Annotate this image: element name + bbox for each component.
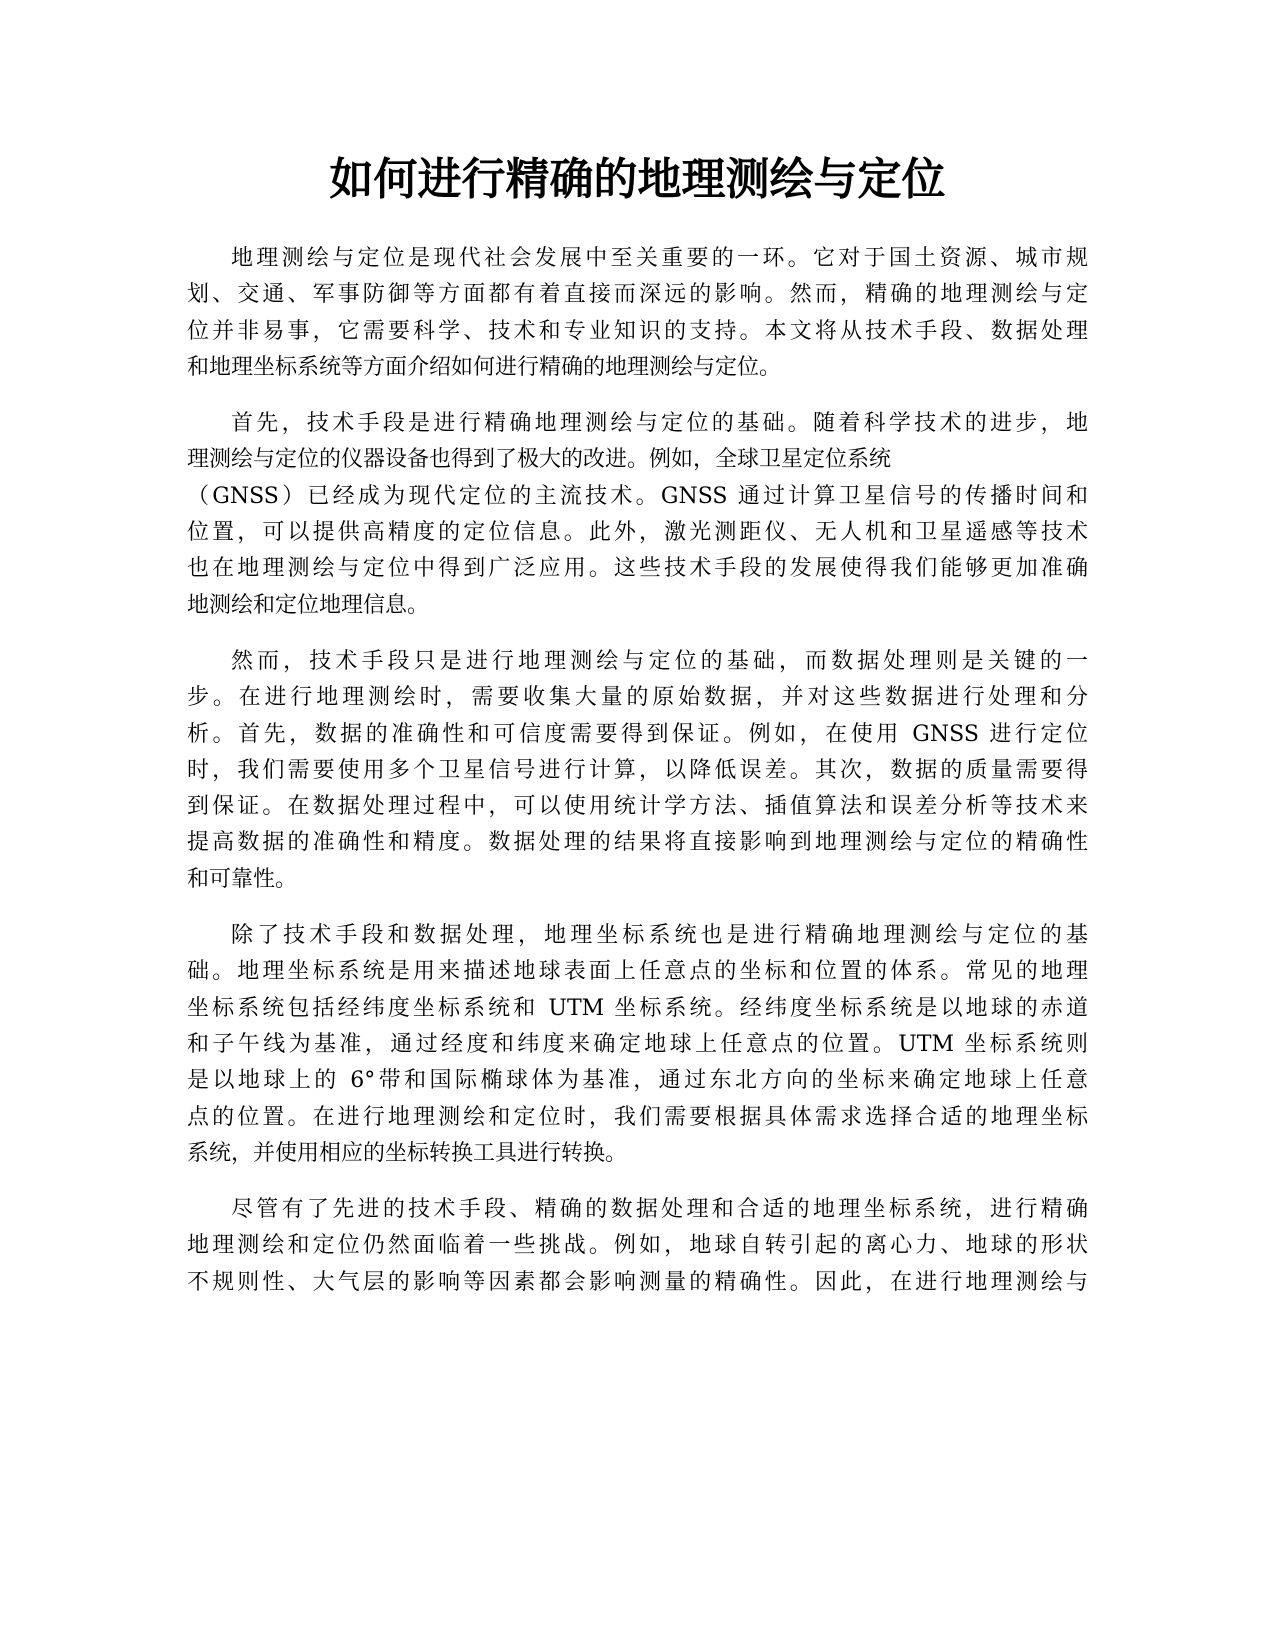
text-line: 和可靠性。	[187, 866, 298, 892]
text-line: 析。首先，数据的准确性和可信度需要得到保证。例如，在使用 GNSS 进行定位	[187, 721, 1088, 747]
text-line: 位并非易事，它需要科学、技术和专业知识的支持。本文将从技术手段、数据处理	[187, 318, 1088, 344]
text-line: 地测绘和定位地理信息。	[187, 592, 430, 618]
text-line: 不规则性、大气层的影响等因素都会影响测量的精确性。因此，在进行地理测绘与	[187, 1269, 1088, 1295]
text-line: （GNSS）已经成为现代定位的主流技术。GNSS 通过计算卫星信号的传播时间和	[187, 483, 1088, 509]
text-line: 步。在进行地理测绘时，需要收集大量的原始数据，并对这些数据进行处理和分	[187, 685, 1088, 711]
text-line: 位置，可以提供高精度的定位信息。此外，激光测距仪、无人机和卫星遥感等技术	[187, 520, 1088, 546]
paragraph-1	[187, 241, 1088, 386]
text-line: 提高数据的准确性和精度。数据处理的结果将直接影响到地理测绘与定位的精确性	[187, 830, 1088, 856]
text-line: 是以地球上的 6°带和国际椭球体为基准，通过东北方向的坐标来确定地球上任意	[187, 1068, 1088, 1094]
text-line: 除了技术手段和数据处理，地理坐标系统也是进行精确地理测绘与定位的基	[231, 923, 1088, 949]
paragraph-4	[187, 918, 1088, 1172]
paragraph-5	[187, 1192, 1088, 1301]
text-line: 划、交通、军事防御等方面都有着直接而深远的影响。然而，精确的地理测绘与定	[187, 282, 1088, 308]
document-title: 如何进行精确的地理测绘与定位	[329, 154, 946, 205]
text-line: 尽管有了先进的技术手段、精确的数据处理和合适的地理坐标系统，进行精确	[231, 1197, 1088, 1223]
paragraph-2	[187, 406, 1088, 624]
text-line: 也在地理测绘与定位中得到广泛应用。这些技术手段的发展使得我们能够更加准确	[187, 556, 1088, 582]
text-line: 地理测绘和定位仍然面临着一些挑战。例如，地球自转引起的离心力、地球的形状	[187, 1233, 1088, 1259]
text-line: 时，我们需要使用多个卫星信号进行计算，以降低误差。其次，数据的质量需要得	[187, 757, 1088, 783]
text-line: 点的位置。在进行地理测绘和定位时，我们需要根据具体需求选择合适的地理坐标	[187, 1104, 1088, 1130]
text-line: 然而，技术手段只是进行地理测绘与定位的基础，而数据处理则是关键的一	[231, 648, 1088, 674]
document-body	[187, 241, 1088, 1321]
text-line: 和地理坐标系统等方面介绍如何进行精确的地理测绘与定位。	[187, 354, 782, 380]
text-line: 首先，技术手段是进行精确地理测绘与定位的基础。随着科学技术的进步，地	[231, 411, 1088, 437]
text-line: 理测绘与定位的仪器设备也得到了极大的改进。例如，全球卫星定位系统	[187, 447, 892, 473]
text-line: 础。地理坐标系统是用来描述地球表面上任意点的坐标和位置的体系。常见的地理	[187, 959, 1088, 985]
text-line: 坐标系统包括经纬度坐标系统和 UTM 坐标系统。经纬度坐标系统是以地球的赤道	[187, 995, 1088, 1021]
paragraph-3	[187, 644, 1088, 898]
text-line: 和子午线为基准，通过经度和纬度来确定地球上任意点的位置。UTM 坐标系统则	[187, 1031, 1088, 1057]
text-line: 地理测绘与定位是现代社会发展中至关重要的一环。它对于国土资源、城市规	[231, 246, 1088, 271]
text-line: 系统，并使用相应的坐标转换工具进行转换。	[187, 1140, 628, 1166]
text-line: 到保证。在数据处理过程中，可以使用统计学方法、插值算法和误差分析等技术来	[187, 794, 1088, 820]
